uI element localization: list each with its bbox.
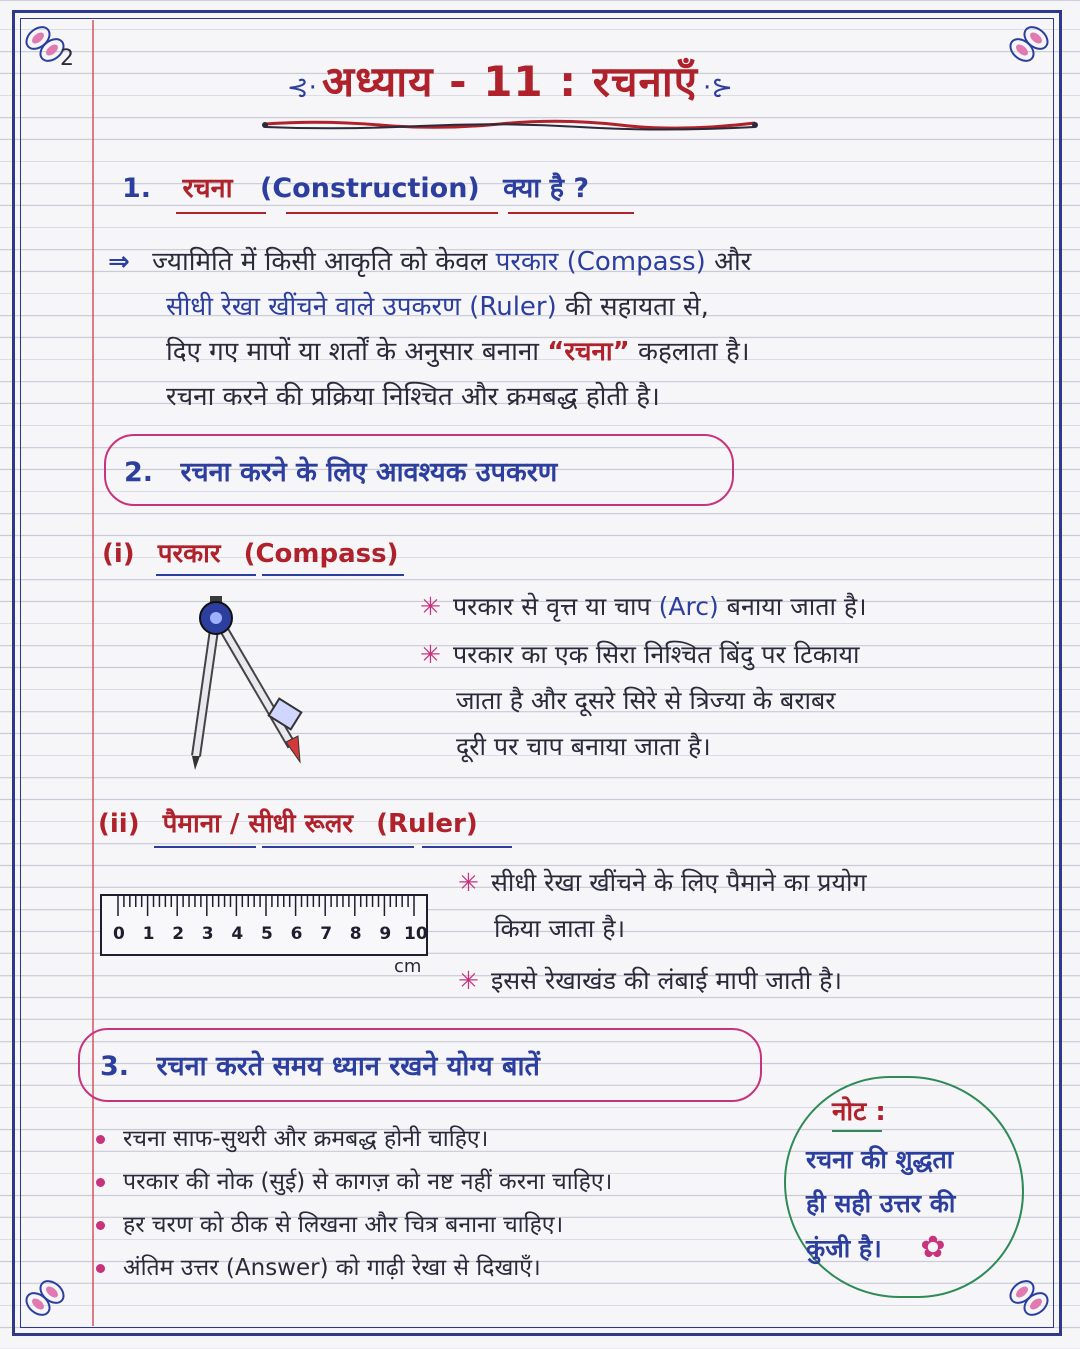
bullet-dot xyxy=(96,1221,105,1230)
underline xyxy=(156,574,256,576)
ruler-bullet1-line1: सीधी रेखा खींचने के लिए पैमाने का प्रयोग xyxy=(490,868,867,897)
note-title: नोट : xyxy=(832,1097,886,1127)
compass-bullet2-line2: जाता है और दूसरे सिरे से त्रिज्या के बराबर xyxy=(456,686,836,715)
note-body xyxy=(806,1138,1016,1271)
section-1-number: 1. xyxy=(122,173,152,204)
list-item xyxy=(96,1118,776,1161)
definition-line1-c: और xyxy=(705,247,752,277)
butterfly-icon xyxy=(1000,16,1056,72)
underline xyxy=(422,846,512,848)
underline xyxy=(262,846,414,848)
underline xyxy=(262,574,404,576)
underline xyxy=(508,212,634,214)
section-1-word: रचना xyxy=(182,173,233,204)
compass-label-en: (Compass) xyxy=(243,539,399,569)
underline xyxy=(154,846,256,848)
ruler-ticks xyxy=(102,896,426,926)
star-icon: ✳ xyxy=(458,966,479,995)
definition-paragraph xyxy=(108,240,1048,420)
ruler-number: 8 xyxy=(349,924,362,944)
star-icon: ✳ xyxy=(420,640,441,669)
butterfly-icon xyxy=(18,1270,74,1326)
section-1-rest: क्या है ? xyxy=(503,173,590,204)
underline xyxy=(832,1130,882,1132)
ruler-number: 9 xyxy=(379,924,392,944)
definition-line4: रचना करने की प्रक्रिया निश्चित और क्रमबद्ध होती है। xyxy=(166,382,660,412)
flower-icon: ✿ xyxy=(920,1230,946,1265)
tip-text: अंतिम उत्तर (Answer) को गाढ़ी रेखा से दिखाएँ। xyxy=(123,1255,541,1281)
title-ornament-left: ⊰· xyxy=(286,73,317,103)
tip-text: हर चरण को ठीक से लिखना और चित्र बनाना चाहिए। xyxy=(123,1212,564,1238)
list-item xyxy=(96,1247,776,1290)
ruler-number: 3 xyxy=(201,924,214,944)
underline xyxy=(286,212,498,214)
section-3-text: रचना करते समय ध्यान रखने योग्य बातें xyxy=(156,1051,540,1082)
page-title: अध्याय - 11 : रचनाएँ xyxy=(322,57,698,106)
ruler-label-num: (ii) xyxy=(98,809,140,839)
ruler-numbers xyxy=(102,924,426,950)
compass-label-hi: परकार xyxy=(157,539,221,569)
ruler-label-en: (Ruler) xyxy=(376,809,478,839)
ruler-bullets xyxy=(458,860,1048,1004)
compass-bullet2-line3: दूरी पर चाप बनाया जाता है। xyxy=(456,732,711,761)
compass-bullets xyxy=(420,584,1040,770)
section-3-heading xyxy=(100,1046,540,1083)
title-underline xyxy=(260,118,760,132)
underline xyxy=(176,212,266,214)
ruler-bullet1-line2: किया जाता है। xyxy=(494,914,626,943)
compass-icon xyxy=(180,596,320,776)
title-ornament-right: ·⊱ xyxy=(703,73,734,103)
section-1-english: (Construction) xyxy=(260,173,480,204)
compass-heading xyxy=(102,534,398,570)
note-line2: ही सही उत्तर की xyxy=(806,1189,956,1218)
section-1-heading xyxy=(122,168,589,205)
section-3-number: 3. xyxy=(100,1051,130,1082)
definition-line3-b: “रचना” xyxy=(547,337,630,367)
definition-line1-b: परकार (Compass) xyxy=(495,247,706,277)
ruler-number: 7 xyxy=(320,924,333,944)
butterfly-icon xyxy=(1000,1270,1056,1326)
ruler-heading xyxy=(98,804,478,840)
compass-bullet1-b: (Arc) xyxy=(658,592,719,621)
ruler-unit: cm xyxy=(394,956,422,977)
star-icon: ✳ xyxy=(458,868,479,897)
definition-line3-a: दिए गए मापों या शर्तों के अनुसार बनाना xyxy=(166,337,548,367)
ruler-number: 0 xyxy=(113,924,125,944)
tip-text: रचना साफ-सुथरी और क्रमबद्ध होनी चाहिए। xyxy=(123,1126,489,1152)
compass-bullet1-c: बनाया जाता है। xyxy=(718,592,867,621)
note-line3: कुंजी है। xyxy=(806,1234,882,1263)
compass-bullet1-a: परकार से वृत्त या चाप xyxy=(452,592,659,621)
compass-label-num: (i) xyxy=(102,539,135,569)
note-line1: रचना की शुद्धता xyxy=(806,1145,954,1174)
definition-line3-c: कहलाता है। xyxy=(629,337,750,367)
definition-line2-a: सीधी रेखा खींचने वाले उपकरण (Ruler) xyxy=(166,292,557,322)
star-icon: ✳ xyxy=(420,592,441,621)
section-2-text: रचना करने के लिए आवश्यक उपकरण xyxy=(180,457,558,488)
ruler-number: 6 xyxy=(290,924,303,944)
compass-bullet2-line1: परकार का एक सिरा निश्चित बिंदु पर टिकाया xyxy=(452,640,860,669)
tip-text: परकार की नोक (सुई) से कागज़ को नष्ट नहीं करना चाहिए। xyxy=(123,1169,613,1195)
definition-line2-b: की सहायता से, xyxy=(556,292,709,322)
section-2-number: 2. xyxy=(124,457,154,488)
page-number: 2 xyxy=(60,46,74,71)
bullet-dot xyxy=(96,1135,105,1144)
definition-line1-a: ज्यामिति में किसी आकृति को केवल xyxy=(152,247,496,277)
ruler-bullet2: इससे रेखाखंड की लंबाई मापी जाती है। xyxy=(490,966,842,995)
ruler-illustration xyxy=(100,894,428,956)
ruler-label-hi: पैमाना / सीधी रूलर xyxy=(162,809,354,839)
list-item xyxy=(96,1204,776,1247)
list-item xyxy=(96,1161,776,1204)
ruler-number: 10 xyxy=(404,924,428,944)
ruler-number: 5 xyxy=(261,924,273,944)
section-2-heading xyxy=(124,452,557,489)
ruler-number: 4 xyxy=(231,924,244,944)
ruler-number: 2 xyxy=(172,924,185,944)
tips-list xyxy=(96,1118,776,1290)
margin-line xyxy=(92,20,94,1326)
arrow-icon: ⇒ xyxy=(108,247,130,277)
chapter-title xyxy=(220,52,800,132)
bullet-dot xyxy=(96,1178,105,1187)
bullet-dot xyxy=(96,1264,105,1273)
ruler-number: 1 xyxy=(142,924,155,944)
